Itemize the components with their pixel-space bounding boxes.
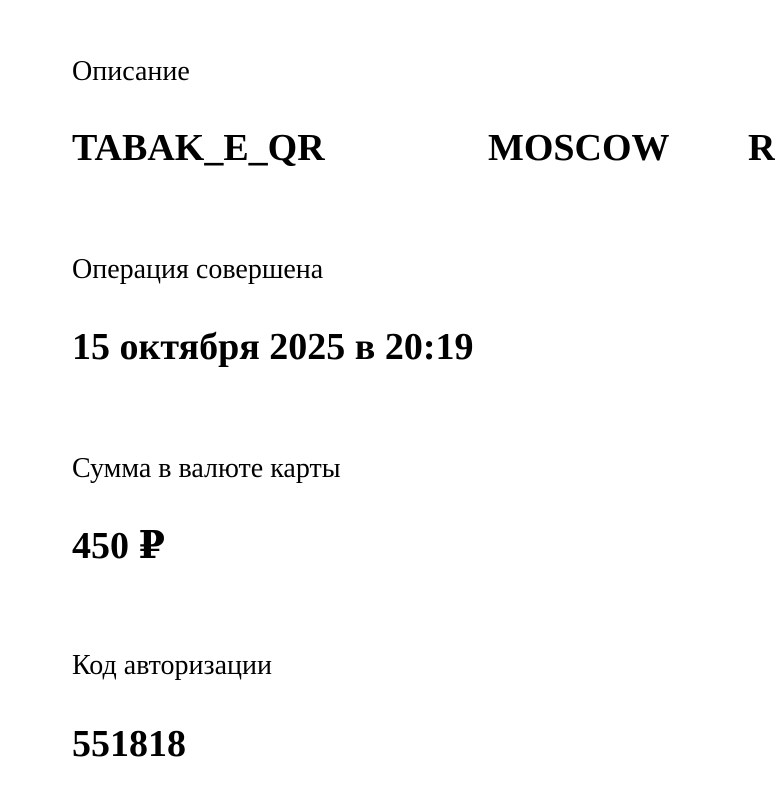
- description-merchant: TABAK_E_QR: [72, 127, 325, 169]
- description-city: MOSCOW: [488, 127, 670, 169]
- description-label: Описание: [72, 56, 190, 87]
- amount-label: Сумма в валюте карты: [72, 453, 341, 484]
- auth-code-label: Код авторизации: [72, 650, 272, 681]
- auth-code-value: 551818: [72, 723, 186, 765]
- operation-date-label: Операция совершена: [72, 254, 324, 285]
- description-value: [72, 127, 775, 175]
- amount-value: 450 ₽: [72, 525, 165, 567]
- description-country: R: [748, 127, 775, 169]
- operation-date-value: 15 октября 2025 в 20:19: [72, 326, 474, 368]
